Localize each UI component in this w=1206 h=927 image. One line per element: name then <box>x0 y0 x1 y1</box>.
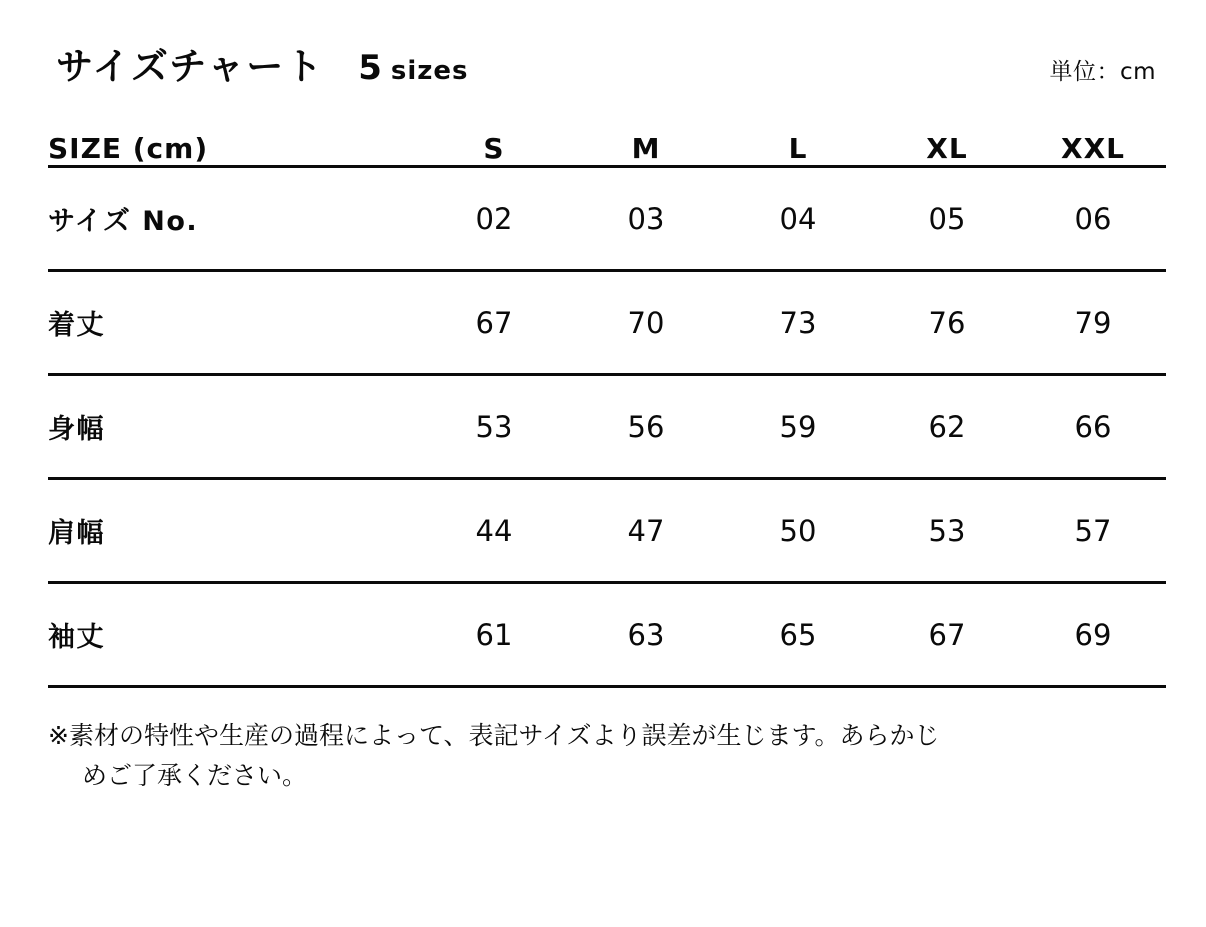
size-table <box>48 132 1166 688</box>
row-label: 着丈 <box>48 310 105 341</box>
row-value-l: 65 <box>779 617 817 652</box>
footnote-line-1: ※素材の特性や生産の過程によって、表記サイズより誤差が生じます。あらかじ <box>48 721 940 750</box>
row-value-xxl: 69 <box>1074 617 1112 652</box>
row-value-xl: 67 <box>928 617 966 652</box>
table-header-row <box>48 132 1166 167</box>
table-row <box>48 375 1166 479</box>
row-label: 身幅 <box>48 414 105 445</box>
row-value-xl: 62 <box>928 409 966 444</box>
unit-note: 単位：cm <box>1049 59 1156 85</box>
sizes-word: sizes <box>390 56 469 86</box>
row-value-s: 61 <box>475 617 513 652</box>
column-header-l: L <box>788 132 808 165</box>
row-value-m: 56 <box>627 409 665 444</box>
row-value-xl: 76 <box>928 305 966 340</box>
column-header-xxl: XXL <box>1060 132 1126 165</box>
row-value-xl: 53 <box>928 513 966 548</box>
page-header <box>44 0 1162 86</box>
row-value-l: 50 <box>779 513 817 548</box>
row-label: 袖丈 <box>48 622 105 653</box>
row-value-l: 04 <box>779 201 817 236</box>
row-value-xxl: 06 <box>1074 201 1112 236</box>
table-row <box>48 583 1166 687</box>
table-row <box>48 479 1166 583</box>
size-count: 5 <box>358 48 382 88</box>
row-value-l: 73 <box>779 305 817 340</box>
row-value-xxl: 57 <box>1074 513 1112 548</box>
row-value-s: 44 <box>475 513 513 548</box>
row-value-m: 03 <box>627 201 665 236</box>
title-group <box>56 45 469 88</box>
table-row <box>48 167 1166 271</box>
row-label: サイズ No. <box>48 206 199 237</box>
row-value-s: 67 <box>475 305 513 340</box>
column-header-xl: XL <box>926 132 968 165</box>
row-value-xl: 05 <box>928 201 966 236</box>
row-value-m: 70 <box>627 305 665 340</box>
column-header-size: SIZE (cm) <box>48 132 209 165</box>
row-value-xxl: 79 <box>1074 305 1112 340</box>
row-value-m: 47 <box>627 513 665 548</box>
row-value-xxl: 66 <box>1074 409 1112 444</box>
table-row <box>48 271 1166 375</box>
page-title: サイズチャート <box>56 45 325 88</box>
column-header-m: M <box>631 132 661 165</box>
column-header-s: S <box>483 132 505 165</box>
row-value-s: 02 <box>475 201 513 236</box>
footnote <box>48 716 1166 795</box>
footnote-line-2: めご了承ください。 <box>82 760 308 790</box>
row-value-l: 59 <box>779 409 817 444</box>
row-value-s: 53 <box>475 409 513 444</box>
row-label: 肩幅 <box>48 518 105 549</box>
row-value-m: 63 <box>627 617 665 652</box>
